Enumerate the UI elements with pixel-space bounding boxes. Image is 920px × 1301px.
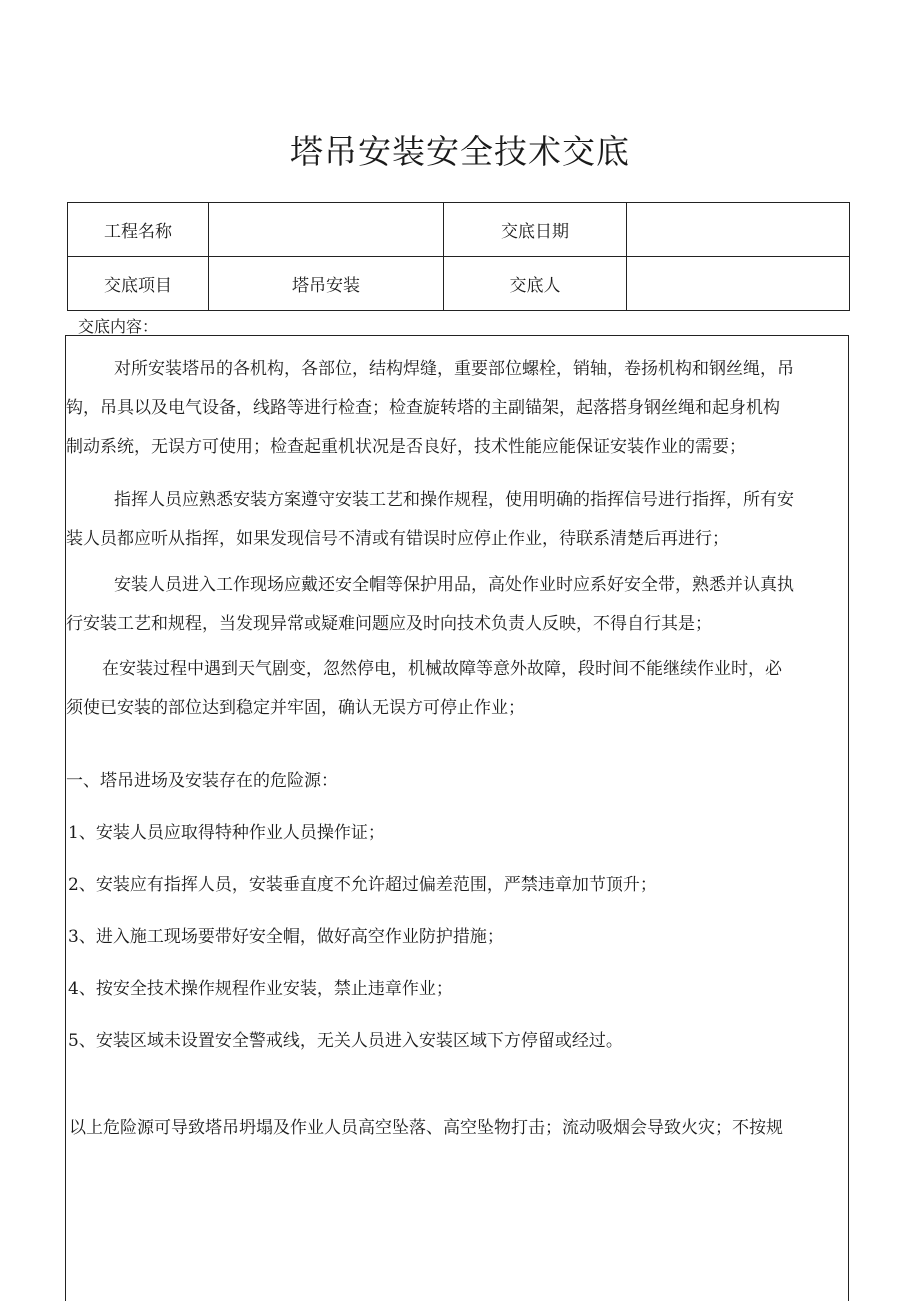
project-name-label: 工程名称 — [68, 203, 209, 257]
person-value — [627, 257, 850, 311]
info-row-2 — [68, 257, 850, 311]
paragraph-line: 安装人员进入工作现场应戴还安全帽等保护用品，高处作业时应系好安全带，熟悉并认真执 — [114, 575, 794, 595]
project-name-value — [209, 203, 444, 257]
paragraph-line: 装人员都应听从指挥，如果发现信号不清或有错误时应停止作业，待联系清楚后再进行； — [66, 529, 729, 549]
paragraph-line: 行安装工艺和规程，当发现异常或疑难问题应及时向技术负责人反映，不得自行其是； — [66, 614, 712, 634]
date-value — [627, 203, 850, 257]
document-title: 塔吊安装安全技术交底 — [290, 132, 630, 171]
date-label: 交底日期 — [444, 203, 627, 257]
hazard-item-1: 1、安装人员应取得特种作业人员操作证； — [68, 823, 385, 843]
paragraph-3 — [66, 566, 848, 644]
hazards-summary: 以上危险源可导致塔吊坍塌及作业人员高空坠落、高空坠物打击；流动吸烟会导致火灾；不按规 — [69, 1118, 783, 1138]
hazard-item-2: 2、安装应有指挥人员，安装垂直度不允许超过偏差范围，严禁违章加节顶升； — [68, 875, 657, 895]
hazard-item-5: 5、安装区域未设置安全警戒线，无关人员进入安装区域下方停留或经过。 — [68, 1031, 623, 1051]
info-table — [67, 202, 850, 311]
person-label: 交底人 — [444, 257, 627, 311]
paragraph-1 — [66, 350, 848, 467]
paragraph-line: 指挥人员应熟悉安装方案遵守安装工艺和操作规程，使用明确的指挥信号进行指挥，所有安 — [114, 490, 794, 510]
paragraph-4 — [66, 650, 848, 728]
hazard-item-3: 3、进入施工现场要带好安全帽，做好高空作业防护措施； — [68, 927, 504, 947]
paragraph-line: 对所安装塔吊的各机构，各部位，结构焊缝，重要部位螺栓，销轴，卷扬机构和钢丝绳，吊 — [114, 359, 794, 379]
item-label: 交底项目 — [68, 257, 209, 311]
paragraph-line: 在安装过程中遇到天气剧变，忽然停电，机械故障等意外故障，段时间不能继续作业时，必 — [102, 659, 782, 679]
paragraph-2 — [66, 481, 848, 559]
info-row-1 — [68, 203, 850, 257]
paragraph-line: 制动系统，无误方可使用；检查起重机状况是否良好，技术性能应能保证安装作业的需要； — [66, 437, 746, 457]
paragraph-line: 须使已安装的部位达到稳定并牢固，确认无误方可停止作业； — [66, 698, 525, 718]
content-box — [65, 335, 849, 1301]
hazard-item-4: 4、按安全技术操作规程作业安装，禁止违章作业； — [68, 979, 453, 999]
paragraph-line: 钩，吊具以及电气设备，线路等进行检查；检查旋转塔的主副锚架，起落搭身钢丝绳和起身机构 — [66, 398, 780, 418]
item-value: 塔吊安装 — [209, 257, 444, 311]
content-label: 交底内容： — [78, 317, 159, 336]
hazards-heading: 一、塔吊进场及安装存在的危险源： — [66, 771, 338, 791]
